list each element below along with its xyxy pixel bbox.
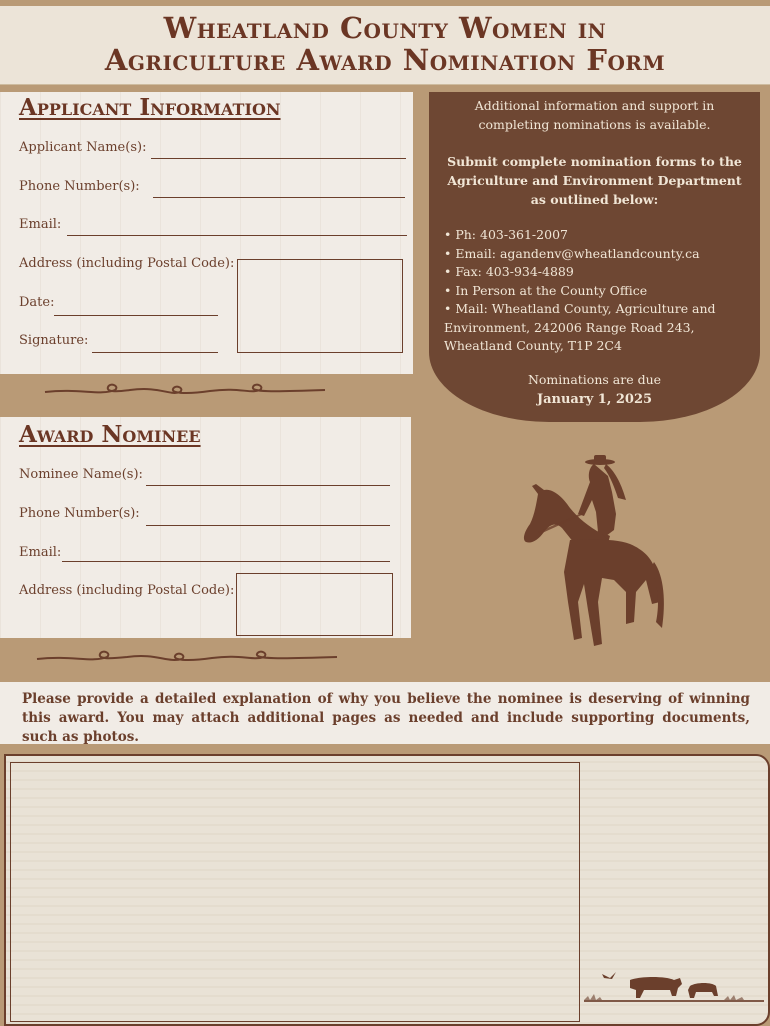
applicant-address-label: Address (including Postal Code): [19,256,235,271]
title-line-1: Wheatland County Women in [163,11,607,45]
info-submit-line-3: as outlined below: [530,192,659,207]
info-intro: Additional information and support in completing nominations is available. [474,98,715,132]
applicant-name-field[interactable] [151,158,406,159]
info-submit-line-2: Agriculture and Environment Department [447,173,742,188]
applicant-signature-label: Signature: [19,333,89,348]
title-line-2: Agriculture Award Nomination Form [104,43,666,77]
applicant-phone-label: Phone Number(s): [19,179,140,194]
contact-in-person: • In Person at the County Office [444,282,648,298]
applicant-heading: Applicant Information [19,94,281,121]
applicant-date-field[interactable] [54,315,218,316]
contact-phone: • Ph: 403-361-2007 [444,227,568,242]
cattle-illustration [584,966,764,1010]
nominee-heading: Award Nominee [19,421,201,448]
info-submit-line-1: Submit complete nomination forms to the [447,154,742,169]
contact-fax: • Fax: 403-934-4889 [444,264,574,279]
nominee-address-label: Address (including Postal Code): [19,583,235,598]
nominee-email-field[interactable] [62,561,390,562]
explanation-text: Please provide a detailed explanation of why you believe the nominee is deserving of winning this award. You may attach additional pages as needed and include supporting documents, such as photos. [22,691,750,745]
applicant-date-label: Date: [19,295,55,310]
info-box [429,92,760,422]
nominee-email-label: Email: [19,545,62,560]
due-date: January 1, 2025 [536,392,653,407]
applicant-signature-field[interactable] [92,352,218,353]
swirl-divider-top [40,378,330,402]
applicant-name-label: Applicant Name(s): [19,140,147,155]
swirl-divider-bottom [32,645,342,669]
horse-rider-illustration [518,452,668,652]
nominee-name-field[interactable] [146,485,390,486]
contact-mail: • Mail: Wheatland County, Agriculture and Environment, 242006 Range Road 243, Wheatland County, T1P 2C4 [444,301,716,353]
explanation-field[interactable] [10,762,580,1022]
due-label: Nominations are due [527,372,662,387]
applicant-address-field[interactable] [237,259,403,353]
applicant-email-label: Email: [19,217,62,232]
applicant-email-field[interactable] [67,235,407,236]
nominee-name-label: Nominee Name(s): [19,467,143,482]
nominee-phone-field[interactable] [146,525,390,526]
applicant-phone-field[interactable] [153,197,405,198]
page-title [0,12,770,76]
contact-email[interactable]: • Email: agandenv@wheatlandcounty.ca [444,245,700,261]
nominee-phone-label: Phone Number(s): [19,506,140,521]
nominee-address-field[interactable] [236,573,393,636]
